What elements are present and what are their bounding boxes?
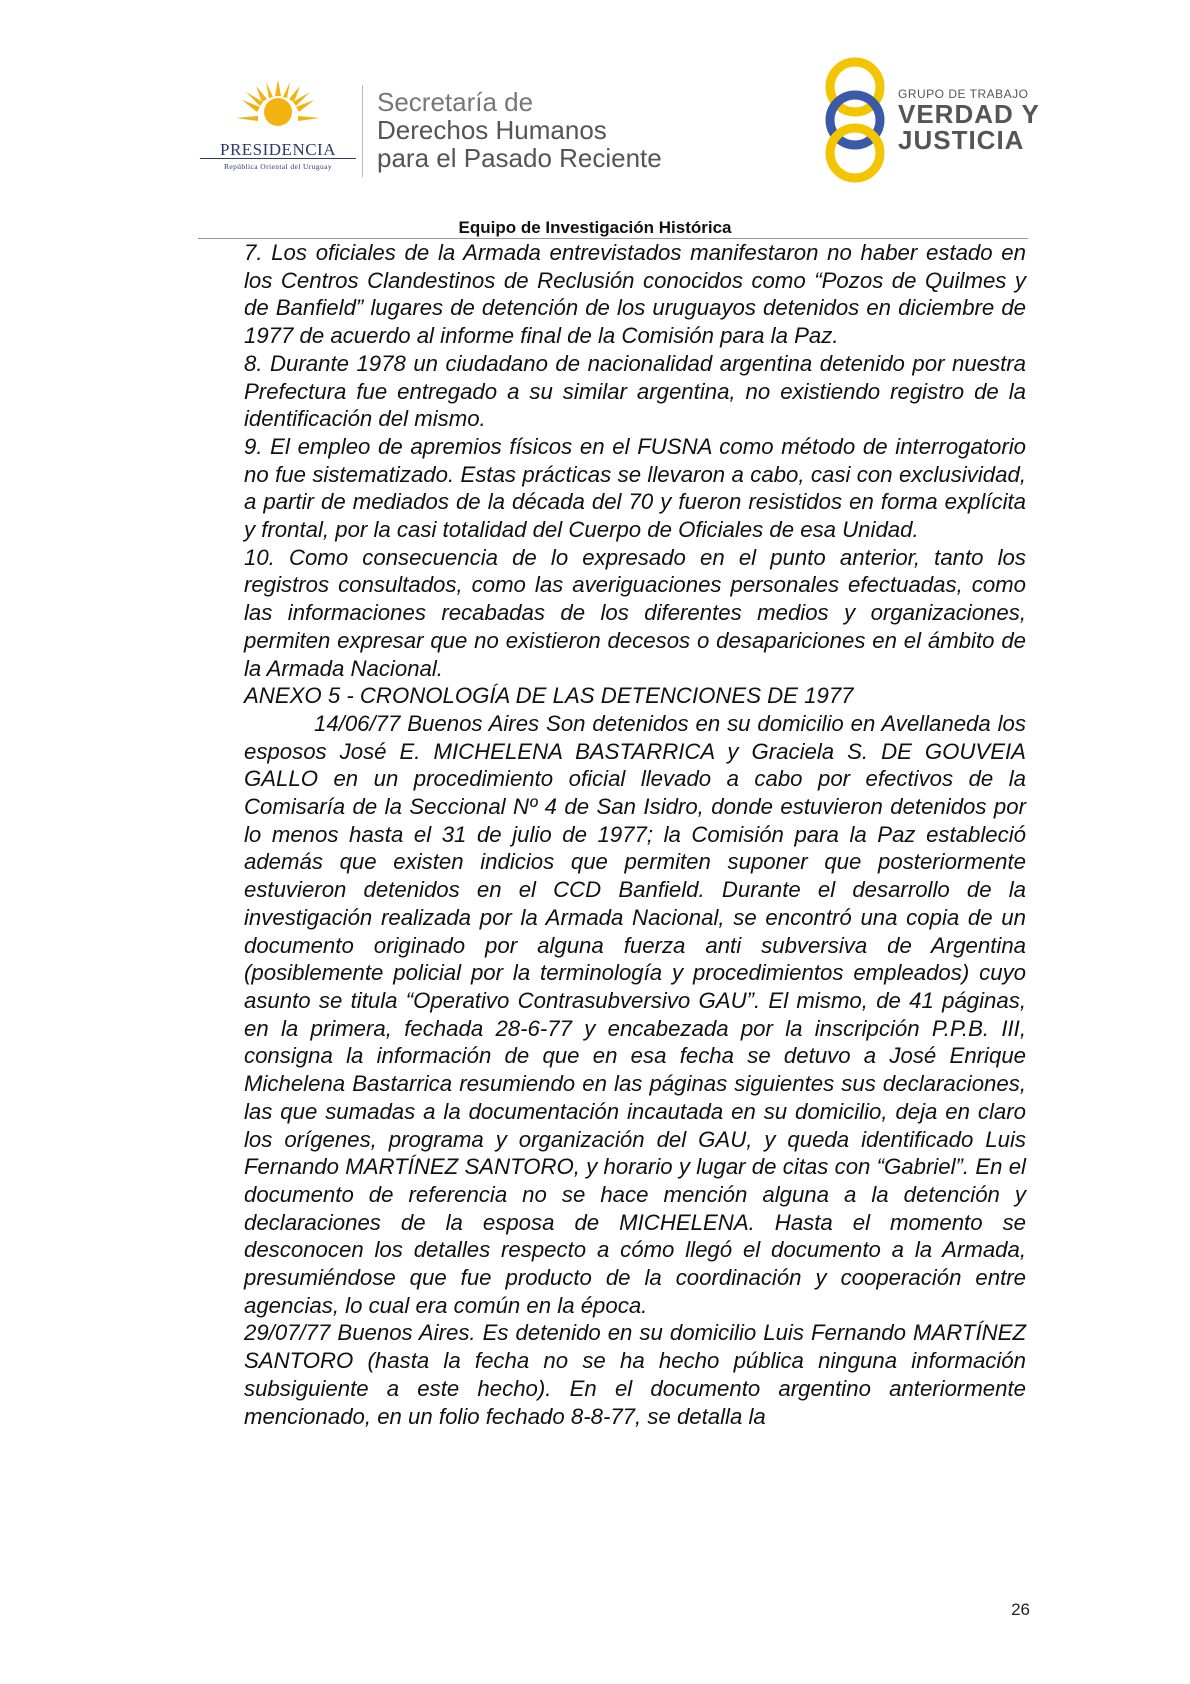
page-header xyxy=(0,0,1190,210)
grupo-text xyxy=(898,87,1040,153)
secretaria-line-2: Derechos Humanos xyxy=(377,115,607,145)
presidencia-logo xyxy=(198,78,358,178)
page-number: 26 xyxy=(1011,1600,1030,1619)
document-body xyxy=(244,239,1026,1430)
paragraph-7: 7. Los oficiales de la Armada entrevistados manifestaron no haber estado en los Centros Clandestinos de Reclusión conocidos como “Pozos de Quilmes y de Banfield” lugares de detención de los uruguayos detenidos en diciembre de 1977 de acuerdo al informe final de la Comisión para la Paz. xyxy=(244,240,1026,349)
interlocking-rings-icon xyxy=(820,55,890,185)
secretaria-line-1: Secretaría de xyxy=(377,87,534,117)
grupo-line-3: JUSTICIA xyxy=(898,125,1025,155)
chronology-entry-1: 14/06/77 Buenos Aires Son detenidos en su domicilio en Avellaneda los esposos José E. MICHELENA BASTARRICA y Graciela S. DE GOUVEIA GALLO en un procedimiento oficial llevado a cabo por efectivos de la Comisaría de la Seccional Nº 4 de San Isidro, donde estuvieron detenidos por lo menos hasta el 31 de julio de 1977; la Comisión para la Paz estableció además que existen indicios que permiten suponer que posteriormente estuvieron detenidos en el CCD Banfield. Durante el desarrollo de la investigación realizada por la Armada Nacional, se encontró una copia de un documento originado por alguna fuerza anti subversiva de Argentina (posiblemente policial por la terminología y procedimientos empleados) cuyo asunto se titula “Operativo Contrasubversivo GAU”. El mismo, de 41 páginas, en la primera, fechada 28-6-77 y encabezada por la inscripción P.P.B. III, consigna la información de que en esa fecha se detuvo a José Enrique Michelena Bastarrica resumiendo en las páginas siguientes sus declaraciones, las que sumadas a la documentación incautada en su domicilio, deja en claro los orígenes, programa y organización del GAU, y queda identificado Luis Fernando MARTÍNEZ SANTORO, y horario y lugar de citas con “Gabriel”. En el documento de referencia no se hace mención alguna a la detención y declaraciones de la esposa de MICHELENA. Hasta el momento se desconocen los detalles respecto a cómo llegó el documento a la Armada, presumiéndose que fue producto de la coordinación y cooperación entre agencias, lo cual era común en la época. xyxy=(244,710,1026,1318)
header-separator xyxy=(362,85,363,177)
grupo-line-2: VERDAD Y xyxy=(898,99,1040,129)
grupo-line-1: GRUPO DE TRABAJO xyxy=(898,87,1029,101)
grupo-verdad-justicia-logo xyxy=(820,55,1040,185)
chronology-entry-2: 29/07/77 Buenos Aires. Es detenido en su domicilio Luis Fernando MARTÍNEZ SANTORO (hasta la fecha no se ha hecho pública ninguna información subsiguiente a este hecho). En el documento argentino anteriormente mencionado, en un folio fechado 8-8-77, se detalla la xyxy=(244,1320,1026,1429)
paragraph-8: 8. Durante 1978 un ciudadano de nacionalidad argentina detenido por nuestra Prefectura fue entregado a su similar argentina, no existiendo registro de la identificación del mismo. xyxy=(244,350,1026,432)
presidencia-subtitle: República Oriental del Uruguay xyxy=(223,162,332,171)
secretaria-line-3: para el Pasado Reciente xyxy=(377,143,662,173)
sun-of-may-icon xyxy=(236,78,320,140)
team-title: Equipo de Investigación Histórica xyxy=(458,218,732,237)
presidencia-title: PRESIDENCIA xyxy=(219,140,336,159)
secretaria-logo-text xyxy=(377,88,707,172)
anexo-heading: ANEXO 5 - CRONOLOGÍA DE LAS DETENCIONES DE 1977 xyxy=(244,683,854,709)
paragraph-9: 9. El empleo de apremios físicos en el FUSNA como método de interrogatorio no fue sistematizado. Estas prácticas se llevaron a cabo, casi con exclusividad, a partir de mediados de la década del 70 y fueron resistidos en forma explícita y frontal, por la casi totalidad del Cuerpo de Oficiales de esa Unidad. xyxy=(244,433,1026,543)
paragraph-10: 10. Como consecuencia de lo expresado en el punto anterior, tanto los registros consultados, como las averiguaciones personales efectuadas, como las informaciones recabadas de los diferentes medios y organizaciones, permiten expresar que no existieron decesos o desapariciones en el ámbito de la Armada Nacional. xyxy=(244,544,1026,681)
